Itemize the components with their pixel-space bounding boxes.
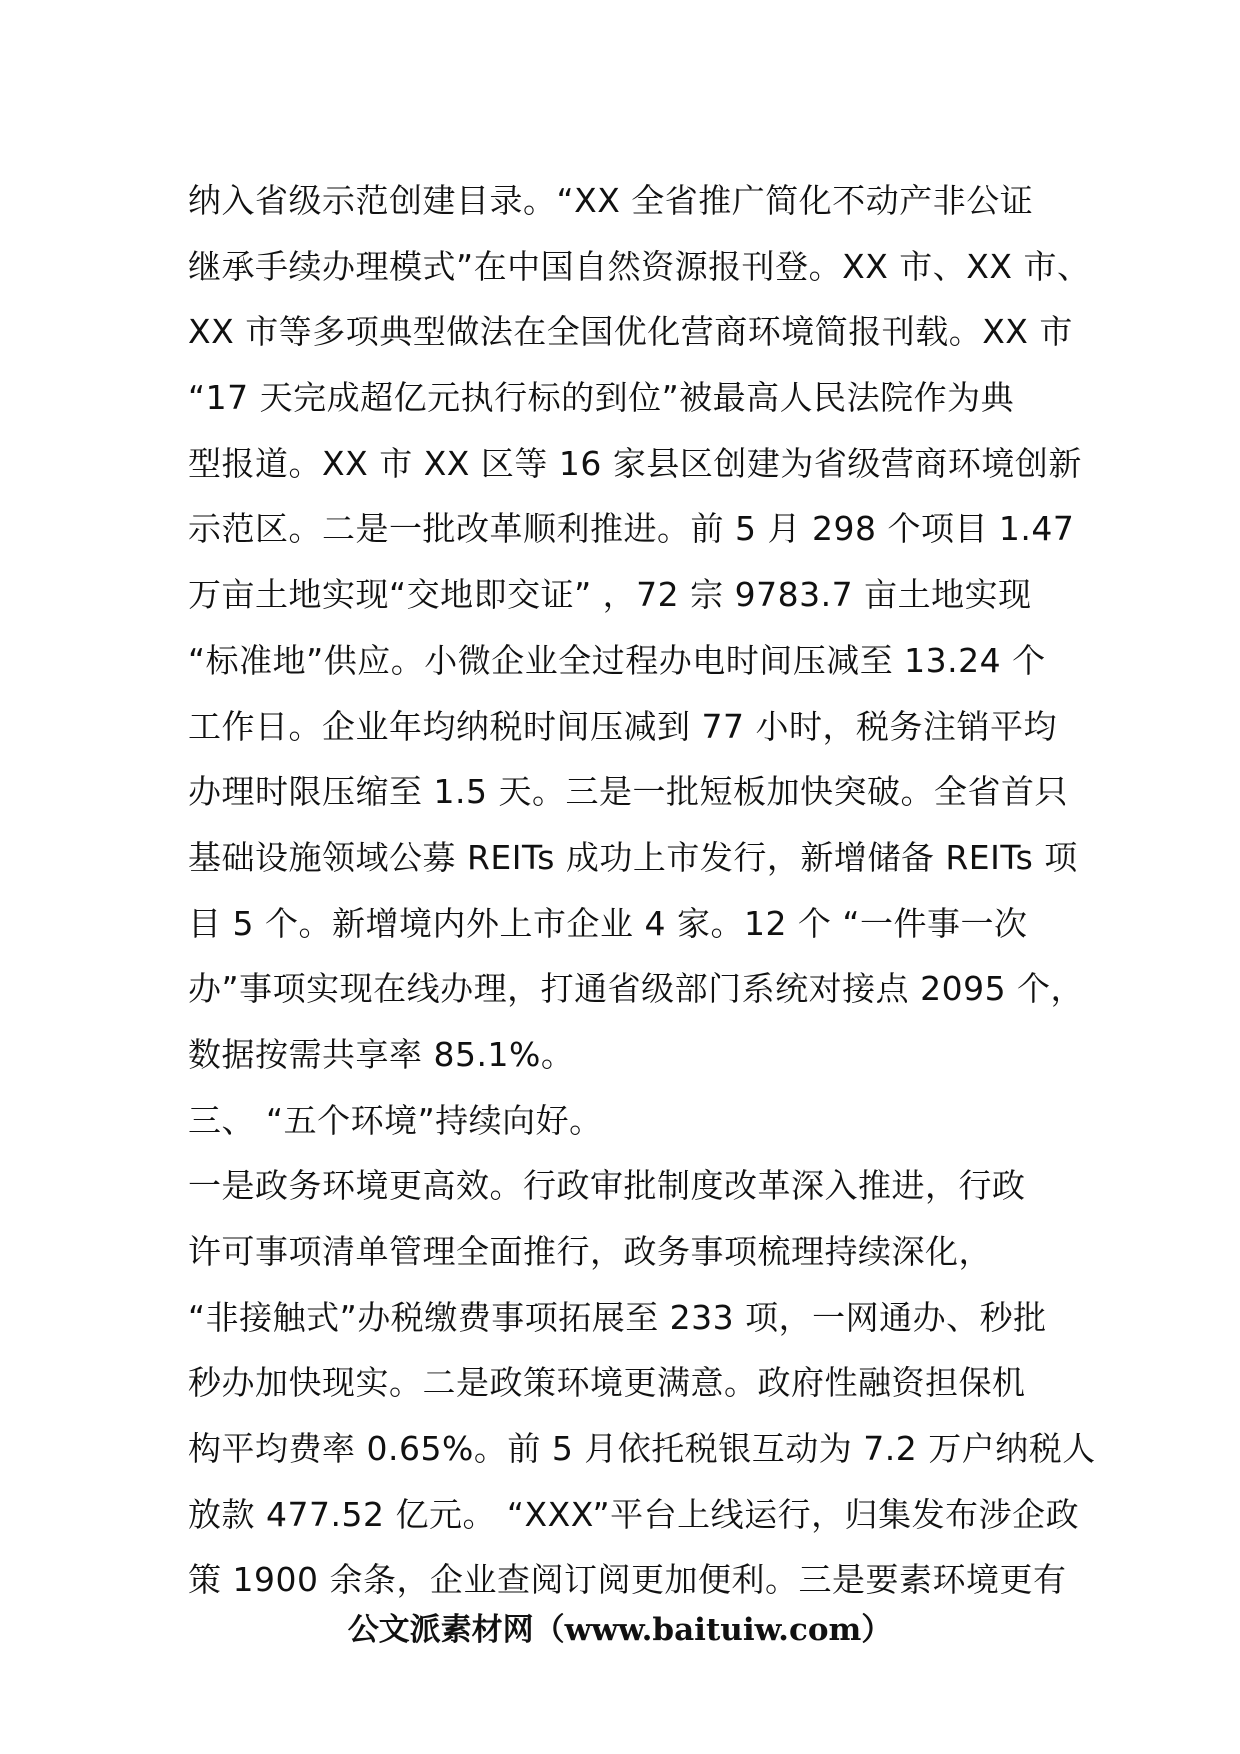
text-line: XX 市等多项典型做法在全国优化营商环境简报刊载。XX 市 xyxy=(188,312,1073,352)
section-heading: 三、 “五个环境”持续向好。 xyxy=(188,1100,603,1140)
text-line: 万亩土地实现“交地即交证” ，72 宗 9783.7 亩土地实现 xyxy=(188,575,1032,615)
text-line: 工作日。企业年均纳税时间压减到 77 小时，税务注销平均 xyxy=(188,706,1057,746)
text-line: 策 1900 余条，企业查阅订阅更加便利。三是要素环境更有 xyxy=(188,1560,1067,1600)
text-line: 纳入省级示范创建目录。“XX 全省推广简化不动产非公证 xyxy=(188,181,1034,220)
text-line: 目 5 个。新增境内外上市企业 4 家。12 个 “一件事一次 xyxy=(188,903,1028,943)
text-line: 基础设施领域公募 REITs 成功上市发行，新增储备 REITs 项 xyxy=(188,837,1078,877)
text-line: 许可事项清单管理全面推行，政务事项梳理持续深化， xyxy=(188,1232,992,1271)
text-line: 放款 477.52 亿元。 “XXX”平台上线运行，归集发布涉企政 xyxy=(188,1494,1080,1534)
text-line: “标准地”供应。小微企业全过程办电时间压减至 13.24 个 xyxy=(188,640,1046,680)
footer-watermark: 公文派素材网（www.baituiw.com） xyxy=(347,1612,893,1648)
text-line: 示范区。二是一批改革顺利推进。前 5 月 298 个项目 1.47 xyxy=(188,509,1075,549)
text-line: 办”事项实现在线办理，打通省级部门系统对接点 2095 个， xyxy=(188,969,1085,1009)
text-line: 构平均费率 0.65%。前 5 月依托税银互动为 7.2 万户纳税人 xyxy=(188,1429,1096,1469)
body-text xyxy=(188,168,1118,1613)
text-line: “17 天完成超亿元执行标的到位”被最高人民法院作为典 xyxy=(188,378,1015,418)
text-line: “非接触式”办税缴费事项拓展至 233 项，一网通办、秒批 xyxy=(188,1297,1047,1337)
text-line: 型报道。XX 市 XX 区等 16 家县区创建为省级营商环境创新 xyxy=(188,443,1082,483)
text-line: 秒办加快现实。二是政策环境更满意。政府性融资担保机 xyxy=(188,1363,1026,1403)
text-line: 办理时限压缩至 1.5 天。三是一批短板加快突破。全省首只 xyxy=(188,772,1068,812)
text-line: 继承手续办理模式”在中国自然资源报刊登。XX 市、XX 市、 xyxy=(188,246,1091,286)
text-line: 数据按需共享率 85.1%。 xyxy=(188,1034,575,1074)
text-line: 一是政务环境更高效。行政审批制度改革深入推进，行政 xyxy=(188,1166,1026,1206)
